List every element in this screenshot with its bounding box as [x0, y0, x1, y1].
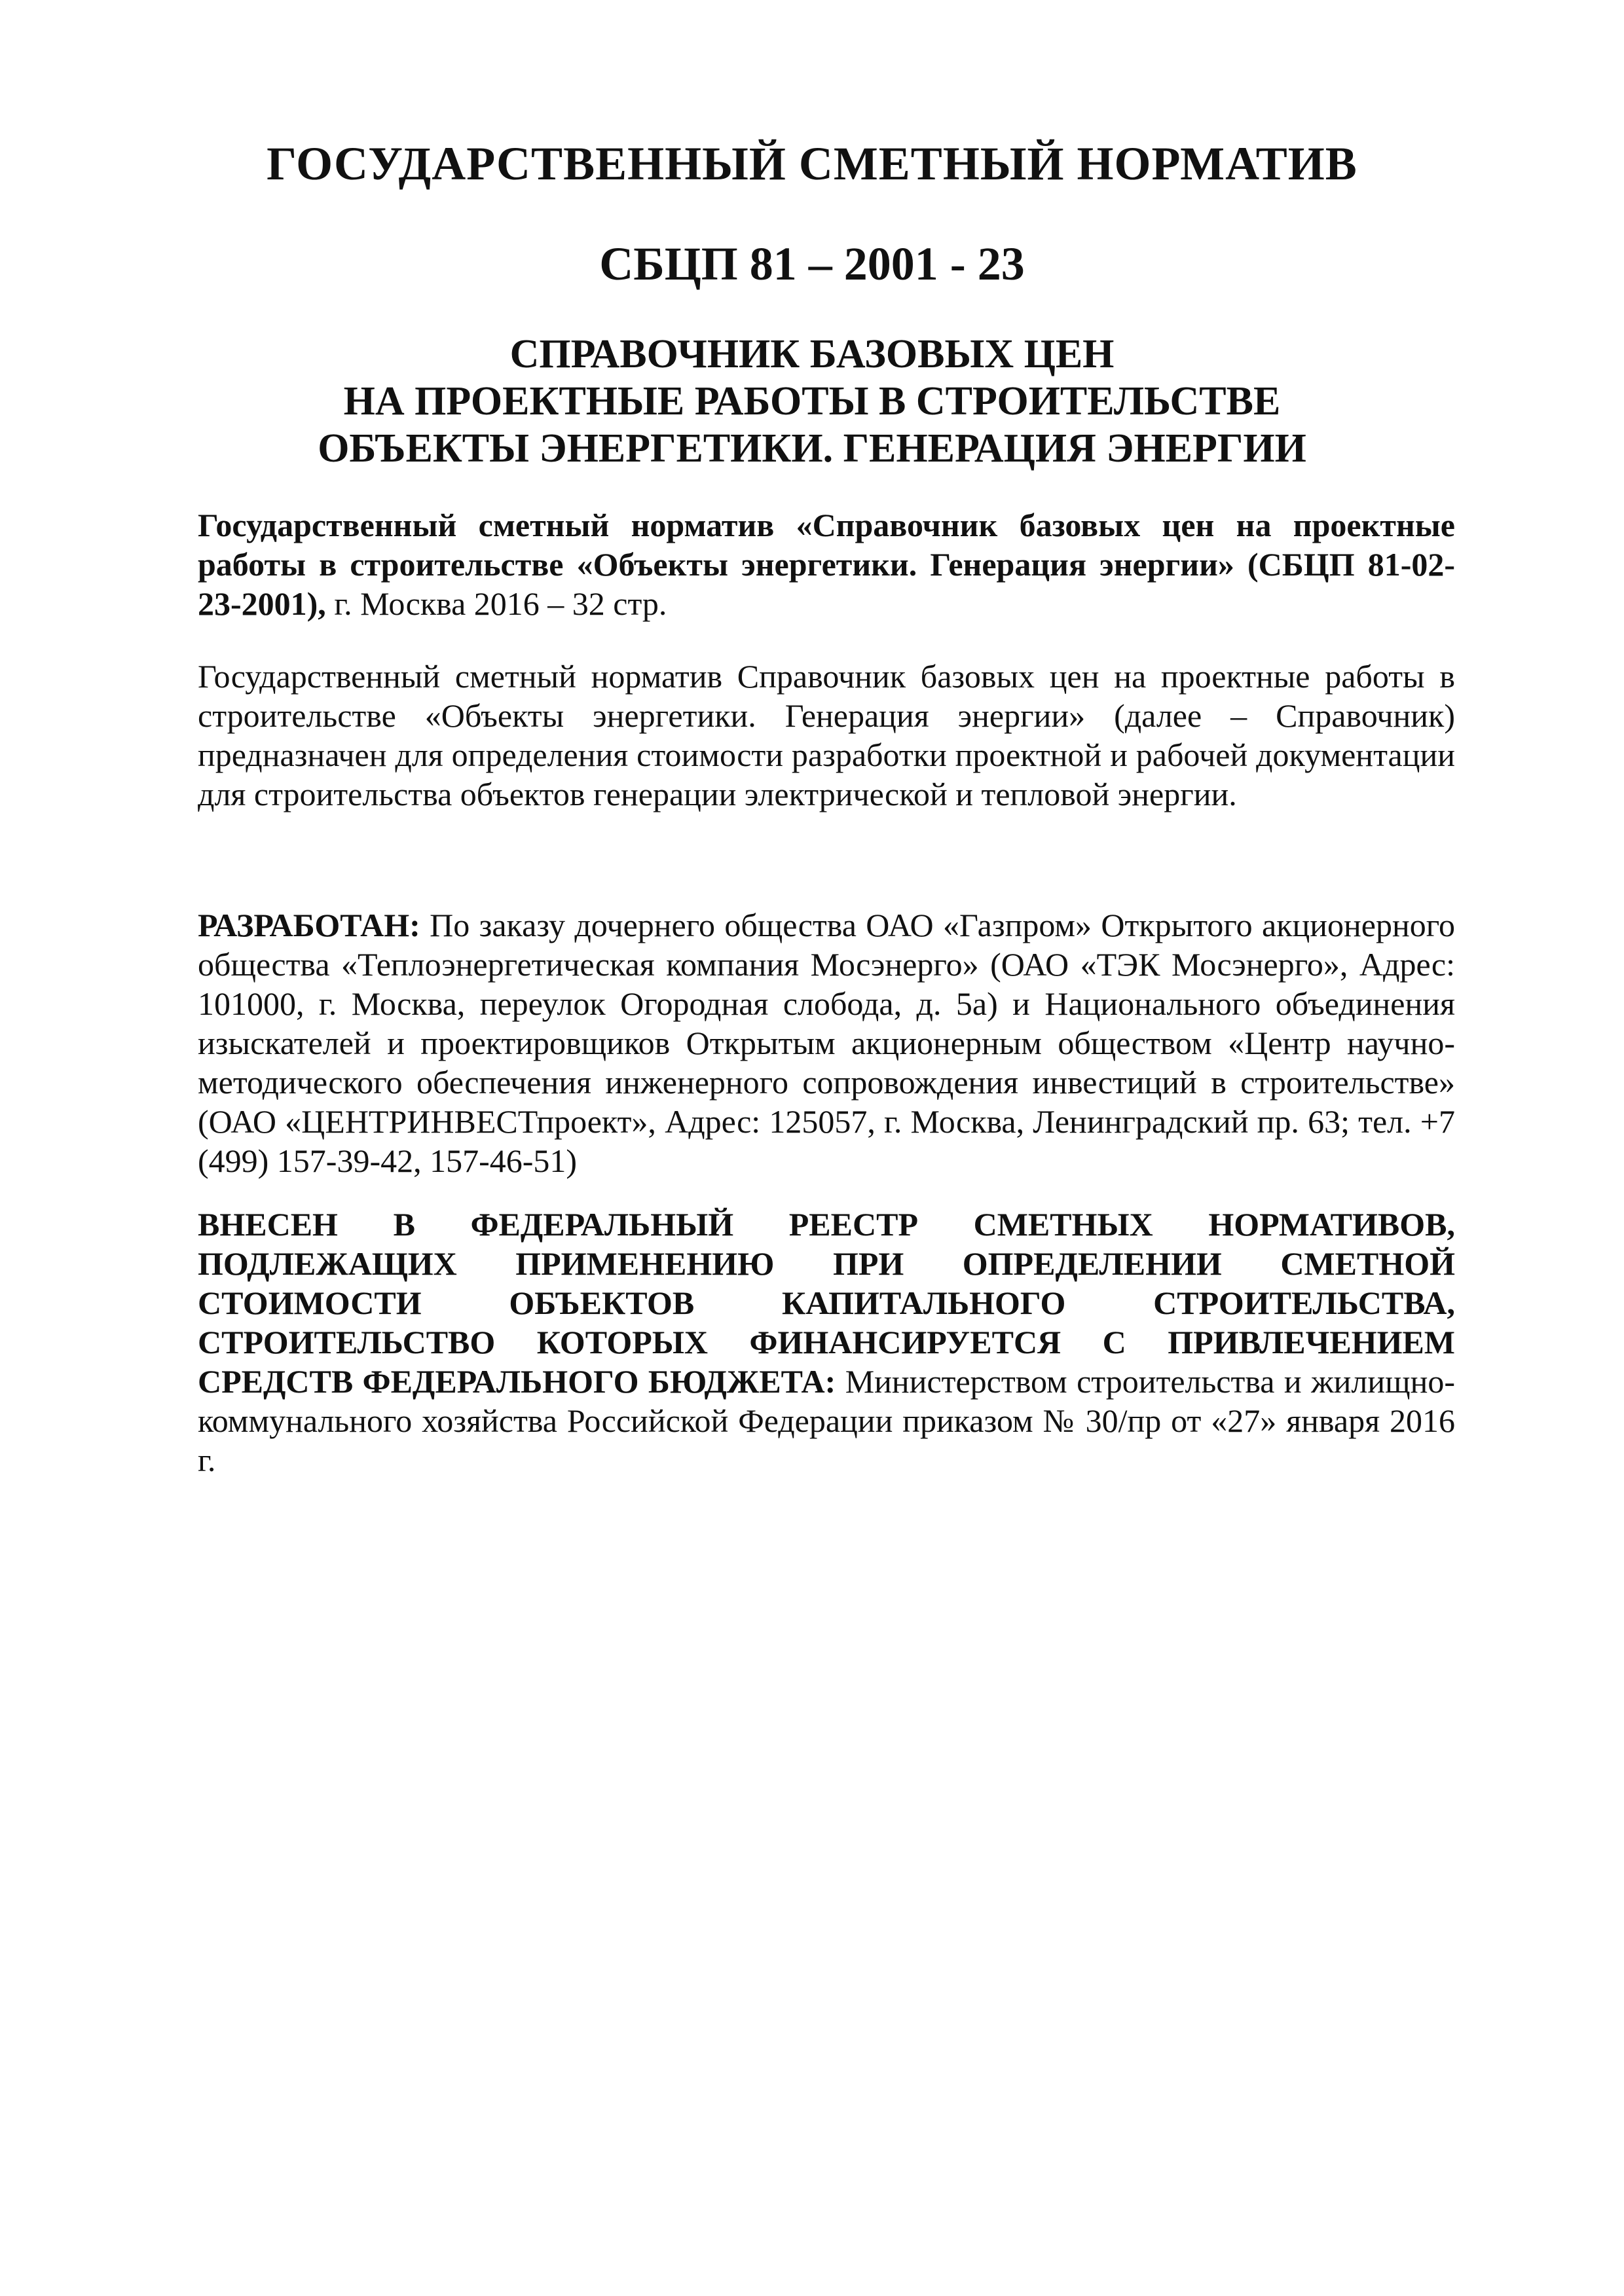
description-paragraph: [198, 657, 1455, 814]
developed-paragraph: [198, 905, 1455, 1180]
citation-paragraph: [198, 505, 1455, 623]
subtitle-line: СПРАВОЧНИК БАЗОВЫХ ЦЕН: [509, 332, 1115, 376]
citation-normal-text: г. Москва 2016 – 32 стр.: [325, 585, 667, 622]
document-code: СБЦП 81 – 2001 - 23: [599, 238, 1025, 290]
document-subtitle: [0, 331, 1624, 472]
developed-label: РАЗРАБОТАН:: [198, 907, 420, 943]
description-text: Государственный сметный норматив Справочник базовых цен на проектные работы в строительстве «Объекты энергетики. Генерация энергии» (далее – Справочник) предназначен для определения стоимости разработки проектной и рабочей документации для строительства объектов генерации электрической и тепловой энергии.: [198, 658, 1455, 812]
document-title: ГОСУДАРСТВЕННЫЙ СМЕТНЫЙ НОРМАТИВ: [267, 137, 1357, 190]
citation-bold-text: Государственный сметный норматив «Справочник базовых цен на проектные работы в строительстве «Объекты энергетики. Генерация энергии» (СБЦП 81-02-23-2001),: [198, 507, 1455, 622]
registry-text: Министерством строительства и жилищно-коммунального хозяйства Российской Федерации приказом № 30/пр от «27» января 2016 г.: [198, 1363, 1455, 1478]
subtitle-line: НА ПРОЕКТНЫЕ РАБОТЫ В СТРОИТЕЛЬСТВЕ: [343, 379, 1281, 424]
developed-text: По заказу дочернего общества ОАО «Газпром» Открытого акционерного общества «Теплоэнергетическая компания Мосэнерго» (ОАО «ТЭК Мосэнерго», Адрес: 101000, г. Москва, переулок Огородная слобода, д. 5а) и Национального объединения изыскателей и проектировщиков Открытым акционерным обществом «Центр научно-методического обеспечения инженерного сопровождения инвестиций в строительстве» (ОАО «ЦЕНТРИНВЕСТпроект», Адрес: 125057, г. Москва, Ленинградский пр. 63; тел. +7 (499) 157-39-42, 157-46-51): [198, 907, 1455, 1179]
registry-paragraph: [198, 1205, 1455, 1480]
subtitle-line: ОБЪЕКТЫ ЭНЕРГЕТИКИ. ГЕНЕРАЦИЯ ЭНЕРГИИ: [318, 426, 1306, 471]
registry-label: ВНЕСЕН В ФЕДЕРАЛЬНЫЙ РЕЕСТР СМЕТНЫХ НОРМАТИВОВ, ПОДЛЕЖАЩИХ ПРИМЕНЕНИЮ ПРИ ОПРЕДЕЛЕНИИ СМЕТНОЙ СТОИМОСТИ ОБЪЕКТОВ КАПИТАЛЬНОГО СТРОИТЕЛЬСТВА, СТРОИТЕЛЬСТВО КОТОРЫХ ФИНАНСИРУЕТСЯ С ПРИВЛЕЧЕНИЕМ СРЕДСТВ ФЕДЕРАЛЬНОГО БЮДЖЕТА:: [198, 1206, 1455, 1400]
